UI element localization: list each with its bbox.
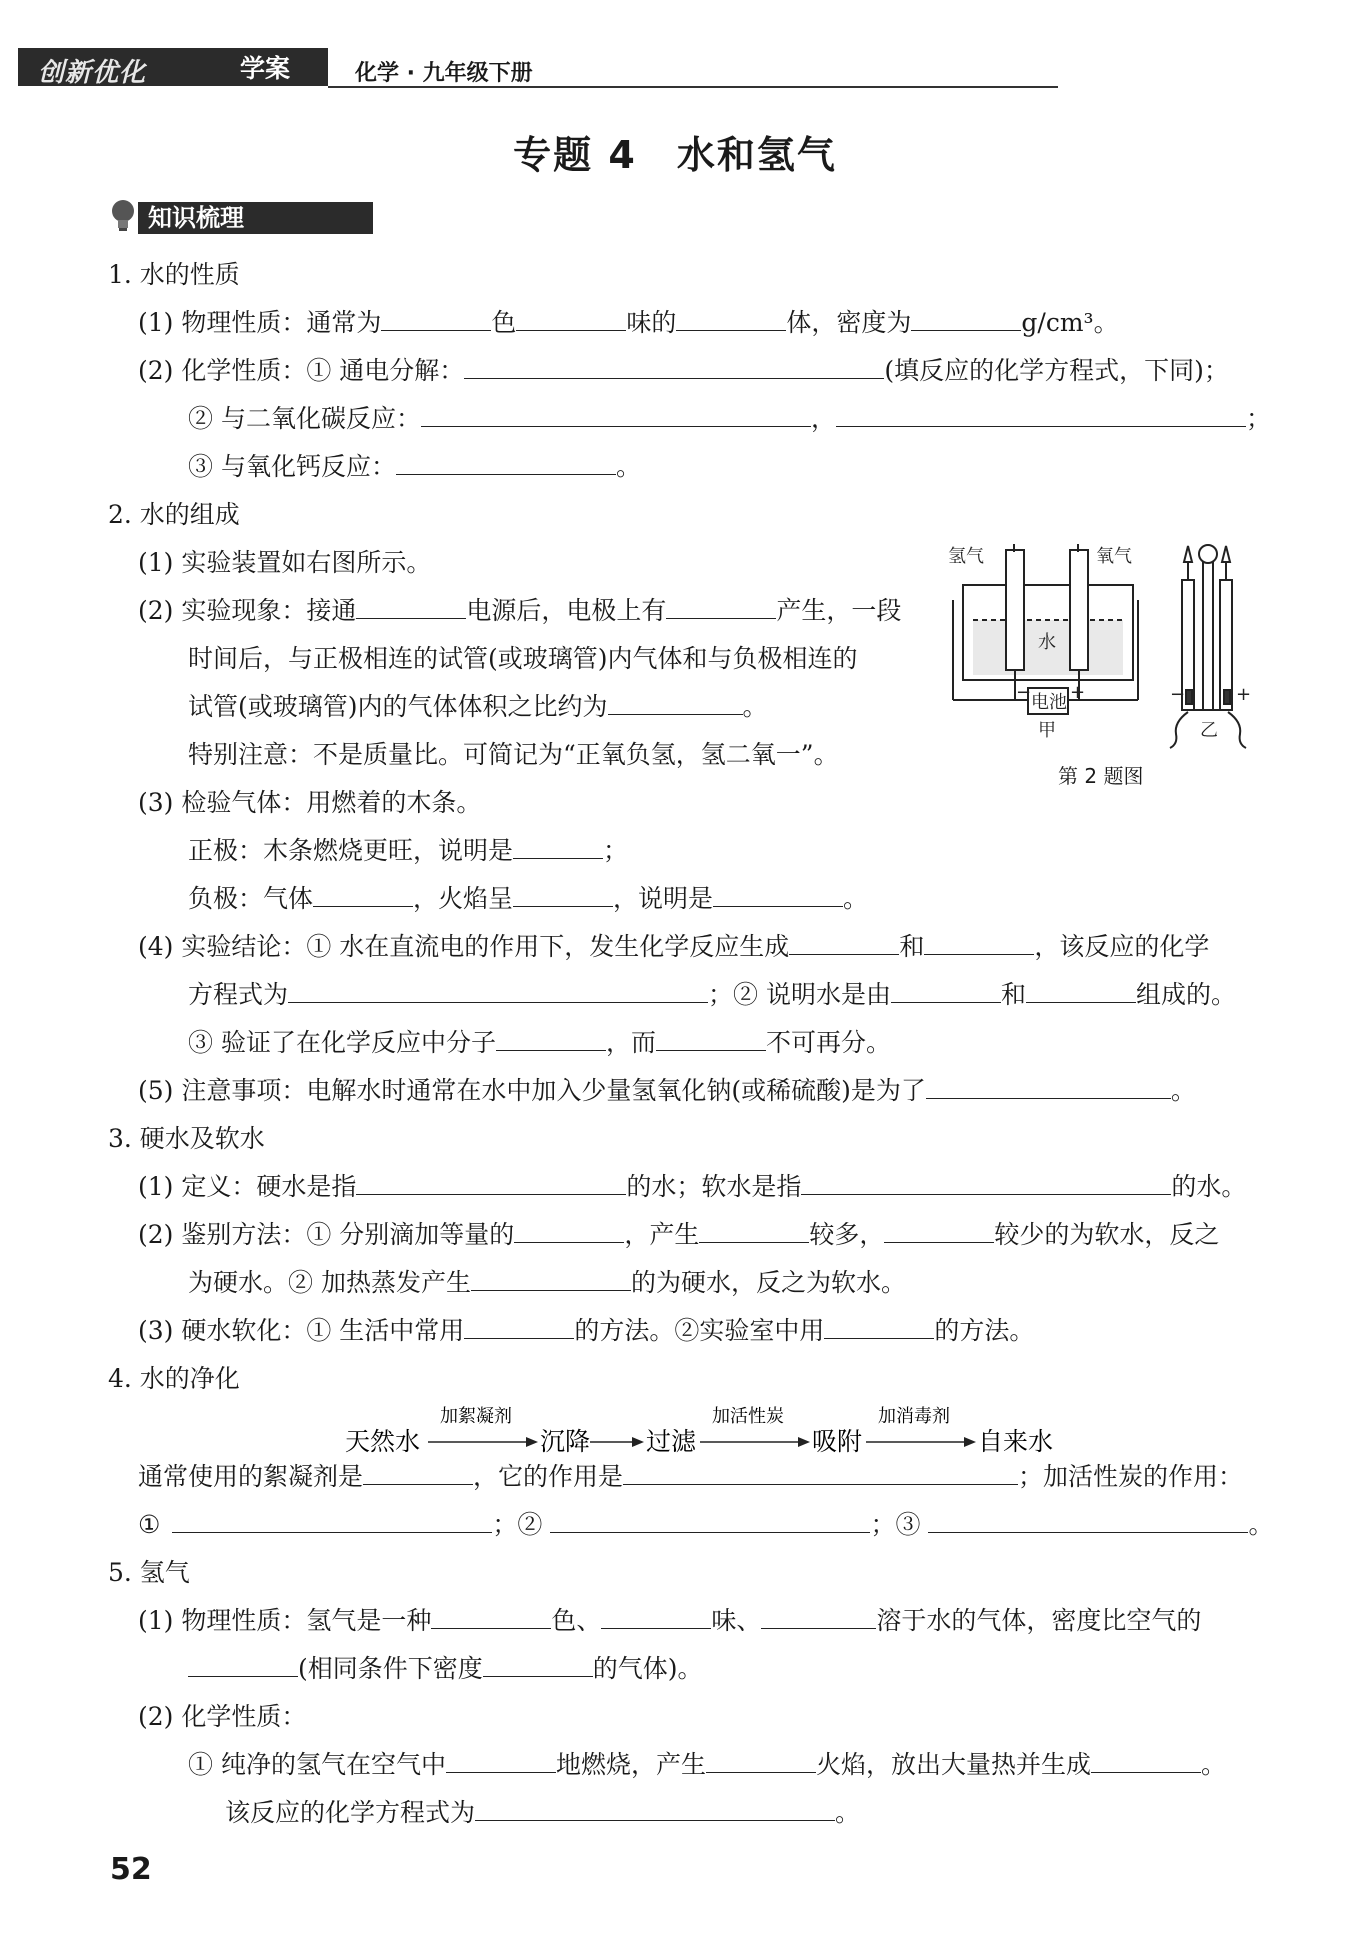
answer-blank[interactable] [836, 402, 1246, 427]
answer-blank[interactable] [496, 1026, 606, 1051]
flow-arrow-label: 加絮凝剂 [440, 1406, 512, 1427]
label-minus: − [1016, 682, 1032, 703]
answer-blank[interactable] [891, 978, 1001, 1003]
flow-step: 天然水 [345, 1427, 421, 1456]
answer-blank[interactable] [713, 882, 843, 907]
label-hydrogen: 氢气 [948, 546, 984, 567]
label-minus-b: − [1170, 684, 1186, 705]
answer-blank[interactable] [601, 1604, 711, 1629]
answer-blank[interactable] [356, 1170, 626, 1195]
electrolysis-figure [948, 540, 1278, 790]
arrow-head-icon [632, 1437, 644, 1447]
lightbulb-icon [108, 198, 138, 234]
flow-arrow-label: 加活性炭 [712, 1406, 784, 1427]
label-apparatus-a: 甲 [1038, 720, 1056, 741]
answer-blank[interactable] [471, 1266, 631, 1291]
answer-blank[interactable] [911, 306, 1021, 331]
answer-blank[interactable] [514, 1218, 624, 1243]
answer-blank[interactable] [446, 1748, 556, 1773]
answer-blank[interactable] [801, 1170, 1171, 1195]
line-06: 2. 水的组成 [108, 500, 240, 529]
answer-blank[interactable] [516, 306, 626, 331]
answer-blank[interactable] [431, 1604, 551, 1629]
answer-blank[interactable] [1091, 1748, 1201, 1773]
brand-logo: 创新优化 [38, 58, 147, 88]
line-10: 试管(或玻璃管)内的气体体积之比约为 。 [188, 692, 768, 721]
label-battery: 电池 [1031, 692, 1067, 713]
label-water: 水 [1038, 632, 1056, 653]
answer-blank[interactable] [824, 1314, 934, 1339]
line-18: (5) 注意事项：电解水时通常在水中加入少量氢氧化钠(或稀硫酸)是为了 。 [138, 1076, 1196, 1105]
answer-blank[interactable] [381, 306, 491, 331]
line-20: (1) 定义：硬水是指 的水；软水是指 的水。 [138, 1172, 1247, 1201]
answer-blank[interactable] [513, 834, 603, 859]
line-16: 方程式为 ；② 说明水是由 和 组成的。 [188, 980, 1236, 1009]
line-28: (1) 物理性质：氢气是一种 色、 味、 溶于水的气体，密度比空气的 [138, 1606, 1202, 1635]
line-21: (2) 鉴别方法：① 分别滴加等量的 ，产生 较多， 较少的为软水，反之 [138, 1220, 1220, 1249]
arrow-head-icon [964, 1437, 976, 1447]
header-brand-bar [18, 48, 328, 86]
purification-flowchart [0, 1400, 1350, 1460]
page-number: 52 [110, 1852, 152, 1887]
answer-blank[interactable] [464, 354, 884, 379]
line-22: 为硬水。② 加热蒸发产生 的为硬水，反之为软水。 [188, 1268, 906, 1297]
line-12: (3) 检验气体：用燃着的木条。 [138, 788, 482, 817]
answer-blank[interactable] [188, 1652, 298, 1677]
line-07: (1) 实验装置如右图所示。 [138, 548, 432, 577]
answer-blank[interactable] [475, 1796, 835, 1821]
answer-blank[interactable] [356, 594, 466, 619]
brand-tag: 学案 [240, 54, 291, 83]
answer-blank[interactable] [706, 1748, 816, 1773]
arrow-head-icon [526, 1437, 538, 1447]
line-31: ① 纯净的氢气在空气中 地燃烧，产生 火焰，放出大量热并生成 。 [188, 1750, 1226, 1779]
test-tube-h2 [1006, 550, 1024, 670]
line-09: 时间后，与正极相连的试管(或玻璃管)内气体和与负极相连的 [188, 644, 858, 673]
line-13: 正极：木条燃烧更旺，说明是 ； [188, 836, 629, 865]
flow-step: 自来水 [978, 1427, 1054, 1456]
answer-blank[interactable] [483, 1652, 593, 1677]
line-29: (相同条件下密度 的气体)。 [188, 1652, 703, 1686]
section-label: 知识梳理 [138, 202, 373, 234]
answer-blank[interactable] [789, 930, 899, 955]
line-19: 3. 硬水及软水 [108, 1124, 265, 1153]
line-32: 该反应的化学方程式为 。 [225, 1798, 861, 1827]
answer-blank[interactable] [396, 450, 616, 475]
line-30: (2) 化学性质： [138, 1702, 307, 1731]
line-01: 1. 水的性质 [108, 260, 240, 289]
line-14: 负极：气体 ，火焰呈 ，说明是 。 [188, 884, 869, 913]
line-26: ① ；② ；③ 。 [138, 1510, 1274, 1539]
line-25: 通常使用的絮凝剂是 ，它的作用是 ；加活性炭的作用： [138, 1462, 1244, 1491]
flow-step: 吸附 [812, 1427, 863, 1456]
answer-blank[interactable] [363, 1460, 473, 1485]
line-23: (3) 硬水软化：① 生活中常用 的方法。②实验室中用 的方法。 [138, 1316, 1035, 1345]
answer-blank[interactable] [513, 882, 613, 907]
line-04: ② 与二氧化碳反应： ， ； [188, 404, 1271, 433]
answer-blank[interactable] [421, 402, 811, 427]
middle-tube [1203, 560, 1213, 710]
answer-blank[interactable] [608, 690, 743, 715]
line-08: (2) 实验现象：接通 电源后，电极上有 产生，一段 [138, 596, 902, 625]
answer-blank[interactable] [924, 930, 1034, 955]
answer-blank[interactable] [172, 1508, 492, 1533]
answer-blank[interactable] [926, 1074, 1171, 1099]
label-apparatus-b: 乙 [1200, 720, 1218, 741]
page-title: 专题 4 水和氢气 [513, 133, 837, 177]
line-27: 5. 氢气 [108, 1558, 190, 1587]
line-17: ③ 验证了在化学反应中分子 ，而 不可再分。 [188, 1028, 891, 1057]
flow-arrow-label: 加消毒剂 [878, 1406, 950, 1427]
header-subject: 化学 · 九年级下册 [355, 61, 533, 86]
answer-blank[interactable] [1026, 978, 1136, 1003]
figure-caption: 第 2 题图 [1058, 764, 1144, 788]
line-15: (4) 实验结论：① 水在直流电的作用下，发生化学反应生成 和 ，该反应的化学 [138, 932, 1210, 961]
answer-blank[interactable] [623, 1460, 1018, 1485]
answer-blank[interactable] [666, 594, 776, 619]
label-plus-b: + [1236, 684, 1252, 705]
answer-blank[interactable] [464, 1314, 574, 1339]
answer-blank[interactable] [313, 882, 413, 907]
line-03: (2) 化学性质：① 通电分解： (填反应的化学方程式，下同)； [138, 356, 1229, 385]
line-02: (1) 物理性质：通常为 色 味的 体，密度为 g/cm³。 [138, 308, 1119, 337]
answer-blank[interactable] [761, 1604, 876, 1629]
answer-blank[interactable] [656, 1026, 766, 1051]
answer-blank[interactable] [884, 1218, 994, 1243]
label-oxygen: 氧气 [1096, 546, 1132, 567]
answer-blank[interactable] [550, 1508, 870, 1533]
test-tube-o2 [1070, 550, 1088, 670]
line-24: 4. 水的净化 [108, 1364, 240, 1393]
line-11: 特别注意：不是质量比。可简记为“正氧负氢，氢二氧一”。 [188, 740, 839, 769]
arrow-head-icon [798, 1437, 810, 1447]
answer-blank[interactable] [699, 1218, 809, 1243]
answer-blank[interactable] [676, 306, 786, 331]
flow-step: 过滤 [646, 1427, 697, 1456]
flow-step: 沉降 [540, 1427, 591, 1456]
header-rule [328, 86, 1058, 88]
label-plus: + [1070, 682, 1086, 703]
answer-blank[interactable] [288, 978, 708, 1003]
line-05: ③ 与氧化钙反应： 。 [188, 452, 641, 481]
answer-blank[interactable] [928, 1508, 1248, 1533]
